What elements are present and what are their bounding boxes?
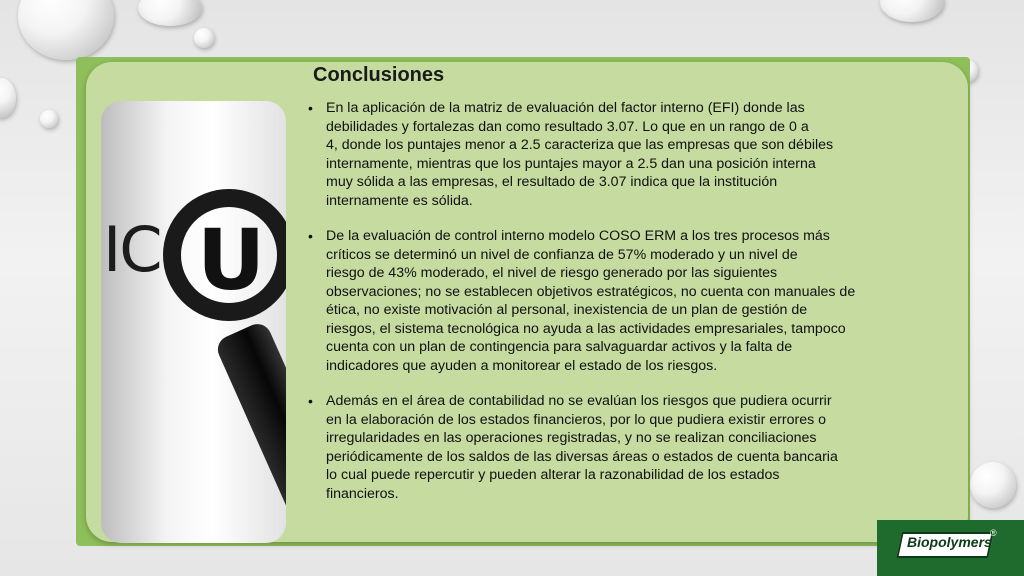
list-item [308,392,958,503]
list-item [308,99,958,210]
water-drop-decoration [138,0,202,26]
bullet-icon: • [308,228,313,244]
bullet-text: Además en el área de contabilidad no se evalúan los riesgos que pudiera ocurrir en la elaboración de los estados financieros, por lo que pudiera existir errores o irregularidades en las operaciones registradas, y no se realizan conciliaciones periódicamente de los saldos de las diversas áreas o estados de cuenta bancaria lo cual puede repercutir y pueden alterar la razonabilidad de los estados financieros. [326,393,838,502]
magnifier-image [101,101,286,543]
biopolymers-logo [877,520,1024,576]
list-item [308,227,958,375]
image-letters: IC [103,213,161,286]
bullet-icon: • [308,100,313,116]
bullet-text: En la aplicación de la matriz de evaluación del factor interno (EFI) donde las debilidades y fortalezas dan como resultado 3.07. Lo que en un rango de 0 a 4, donde los puntajes menor a 2.5 caracteriza que las empresas que son débiles internamente, mientras que los puntajes mayor a 2.5 dan una posición interna muy sólida a las empresas, el resultado de 3.07 indica que la institución internamente es sólida. [326,100,834,209]
registered-mark: ® [990,528,997,538]
water-drop-decoration [880,0,944,22]
bullet-text: De la evaluación de control interno modelo COSO ERM a los tres procesos más críticos se determinó un nivel de confianza de 57% moderado y un nivel de riesgo de 43% moderado, el nivel de riesgo generado por las siguientes observaciones; no se establecen objetivos estratégicos, no cuenta con manuales de ética, no existe motivación al personal, inexistencia de un plan de gestión de riesgos, el sistema tecnológica no ayuda a las actividades empresariales, tampoco cuenta con un plan de contingencia para salvaguardar activos y la falta de indicadores que ayuden a monitorear el estado de los riesgos. [326,228,856,374]
bullet-icon: • [308,393,313,409]
water-drop-decoration [970,462,1016,508]
slide-title: Conclusiones [313,64,445,86]
water-drop-decoration [18,0,114,60]
water-drop-decoration [0,78,16,118]
logo-text: Biopolymers [907,534,992,550]
water-drop-decoration [40,110,58,128]
water-drop-decoration [194,28,214,48]
lens-letter: U [197,211,266,309]
magnifier-handle [213,320,286,525]
conclusions-list [308,99,958,520]
